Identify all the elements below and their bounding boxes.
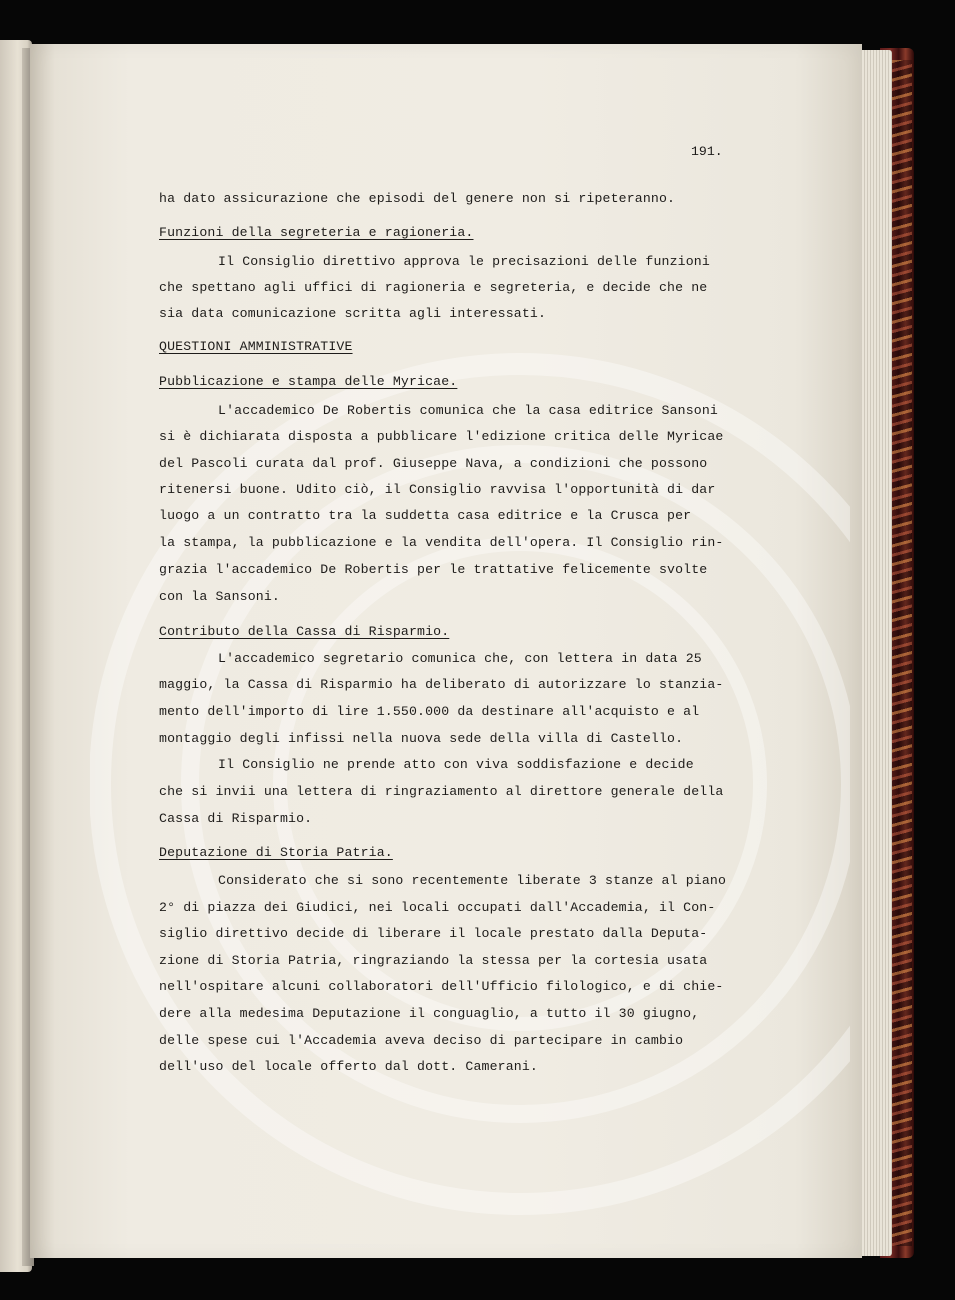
- text-line: Il Consiglio direttivo approva le precisazioni delle funzioni: [218, 254, 710, 269]
- text-line: si è dichiarata disposta a pubblicare l'edizione critica delle Myricae: [159, 429, 724, 444]
- text-line: maggio, la Cassa di Risparmio ha deliberato di autorizzare lo stanzia-: [159, 677, 724, 692]
- document-page: [30, 44, 862, 1258]
- text-line: L'accademico segretario comunica che, con lettera in data 25: [218, 651, 702, 666]
- text-line: mento dell'importo di lire 1.550.000 da destinare all'acquisto e al: [159, 704, 700, 719]
- section-heading: Deputazione di Storia Patria.: [159, 845, 393, 860]
- section-heading: Funzioni della segreteria e ragioneria.: [159, 225, 474, 240]
- text-line: dere alla medesima Deputazione il conguaglio, a tutto il 30 giugno,: [159, 1006, 700, 1021]
- text-line: zione di Storia Patria, ringraziando la stessa per la cortesia usata: [159, 953, 708, 968]
- section-heading: Pubblicazione e stampa delle Myricae.: [159, 374, 458, 389]
- text-line: che si invii una lettera di ringraziamento al direttore generale della: [159, 784, 724, 799]
- text-line: Considerato che si sono recentemente liberate 3 stanze al piano: [218, 873, 727, 888]
- text-line: montaggio degli infissi nella nuova sede della villa di Castello.: [159, 731, 684, 746]
- text-line: delle spese cui l'Accademia aveva deciso di partecipare in cambio: [159, 1033, 684, 1048]
- section-heading: Contributo della Cassa di Risparmio.: [159, 624, 450, 639]
- text-line: la stampa, la pubblicazione e la vendita dell'opera. Il Consiglio rin-: [159, 535, 724, 550]
- text-line: ritenersi buone. Udito ciò, il Consiglio ravvisa l'opportunità di dar: [159, 482, 716, 497]
- text-line: con la Sansoni.: [159, 589, 280, 604]
- text-line: 2° di piazza dei Giudici, nei locali occupati dall'Accademia, il Con-: [159, 900, 716, 915]
- text-line: dell'uso del locale offerto dal dott. Camerani.: [159, 1059, 538, 1074]
- page-number: 191.: [691, 144, 723, 159]
- text-line: del Pascoli curata dal prof. Giuseppe Nava, a condizioni che possono: [159, 456, 708, 471]
- text-line: nell'ospitare alcuni collaboratori dell'Ufficio filologico, e di chie-: [159, 979, 724, 994]
- text-line: luogo a un contratto tra la suddetta casa editrice e la Crusca per: [159, 508, 692, 523]
- text-line: sia data comunicazione scritta agli interessati.: [159, 306, 547, 321]
- text-line: siglio direttivo decide di liberare il locale prestato dalla Deputa-: [159, 926, 708, 941]
- text-line: grazia l'accademico De Robertis per le trattative felicemente svolte: [159, 562, 708, 577]
- text-line: Il Consiglio ne prende atto con viva soddisfazione e decide: [218, 757, 694, 772]
- marbled-cover-pattern: [892, 60, 912, 1246]
- text-line: L'accademico De Robertis comunica che la casa editrice Sansoni: [218, 403, 718, 418]
- text-line: ha dato assicurazione che episodi del genere non si ripeteranno.: [159, 191, 676, 206]
- text-line: che spettano agli uffici di ragioneria e segreteria, e decide che ne: [159, 280, 708, 295]
- section-heading: QUESTIONI AMMINISTRATIVE: [159, 339, 353, 354]
- text-line: Cassa di Risparmio.: [159, 811, 313, 826]
- typed-text: [30, 44, 862, 1258]
